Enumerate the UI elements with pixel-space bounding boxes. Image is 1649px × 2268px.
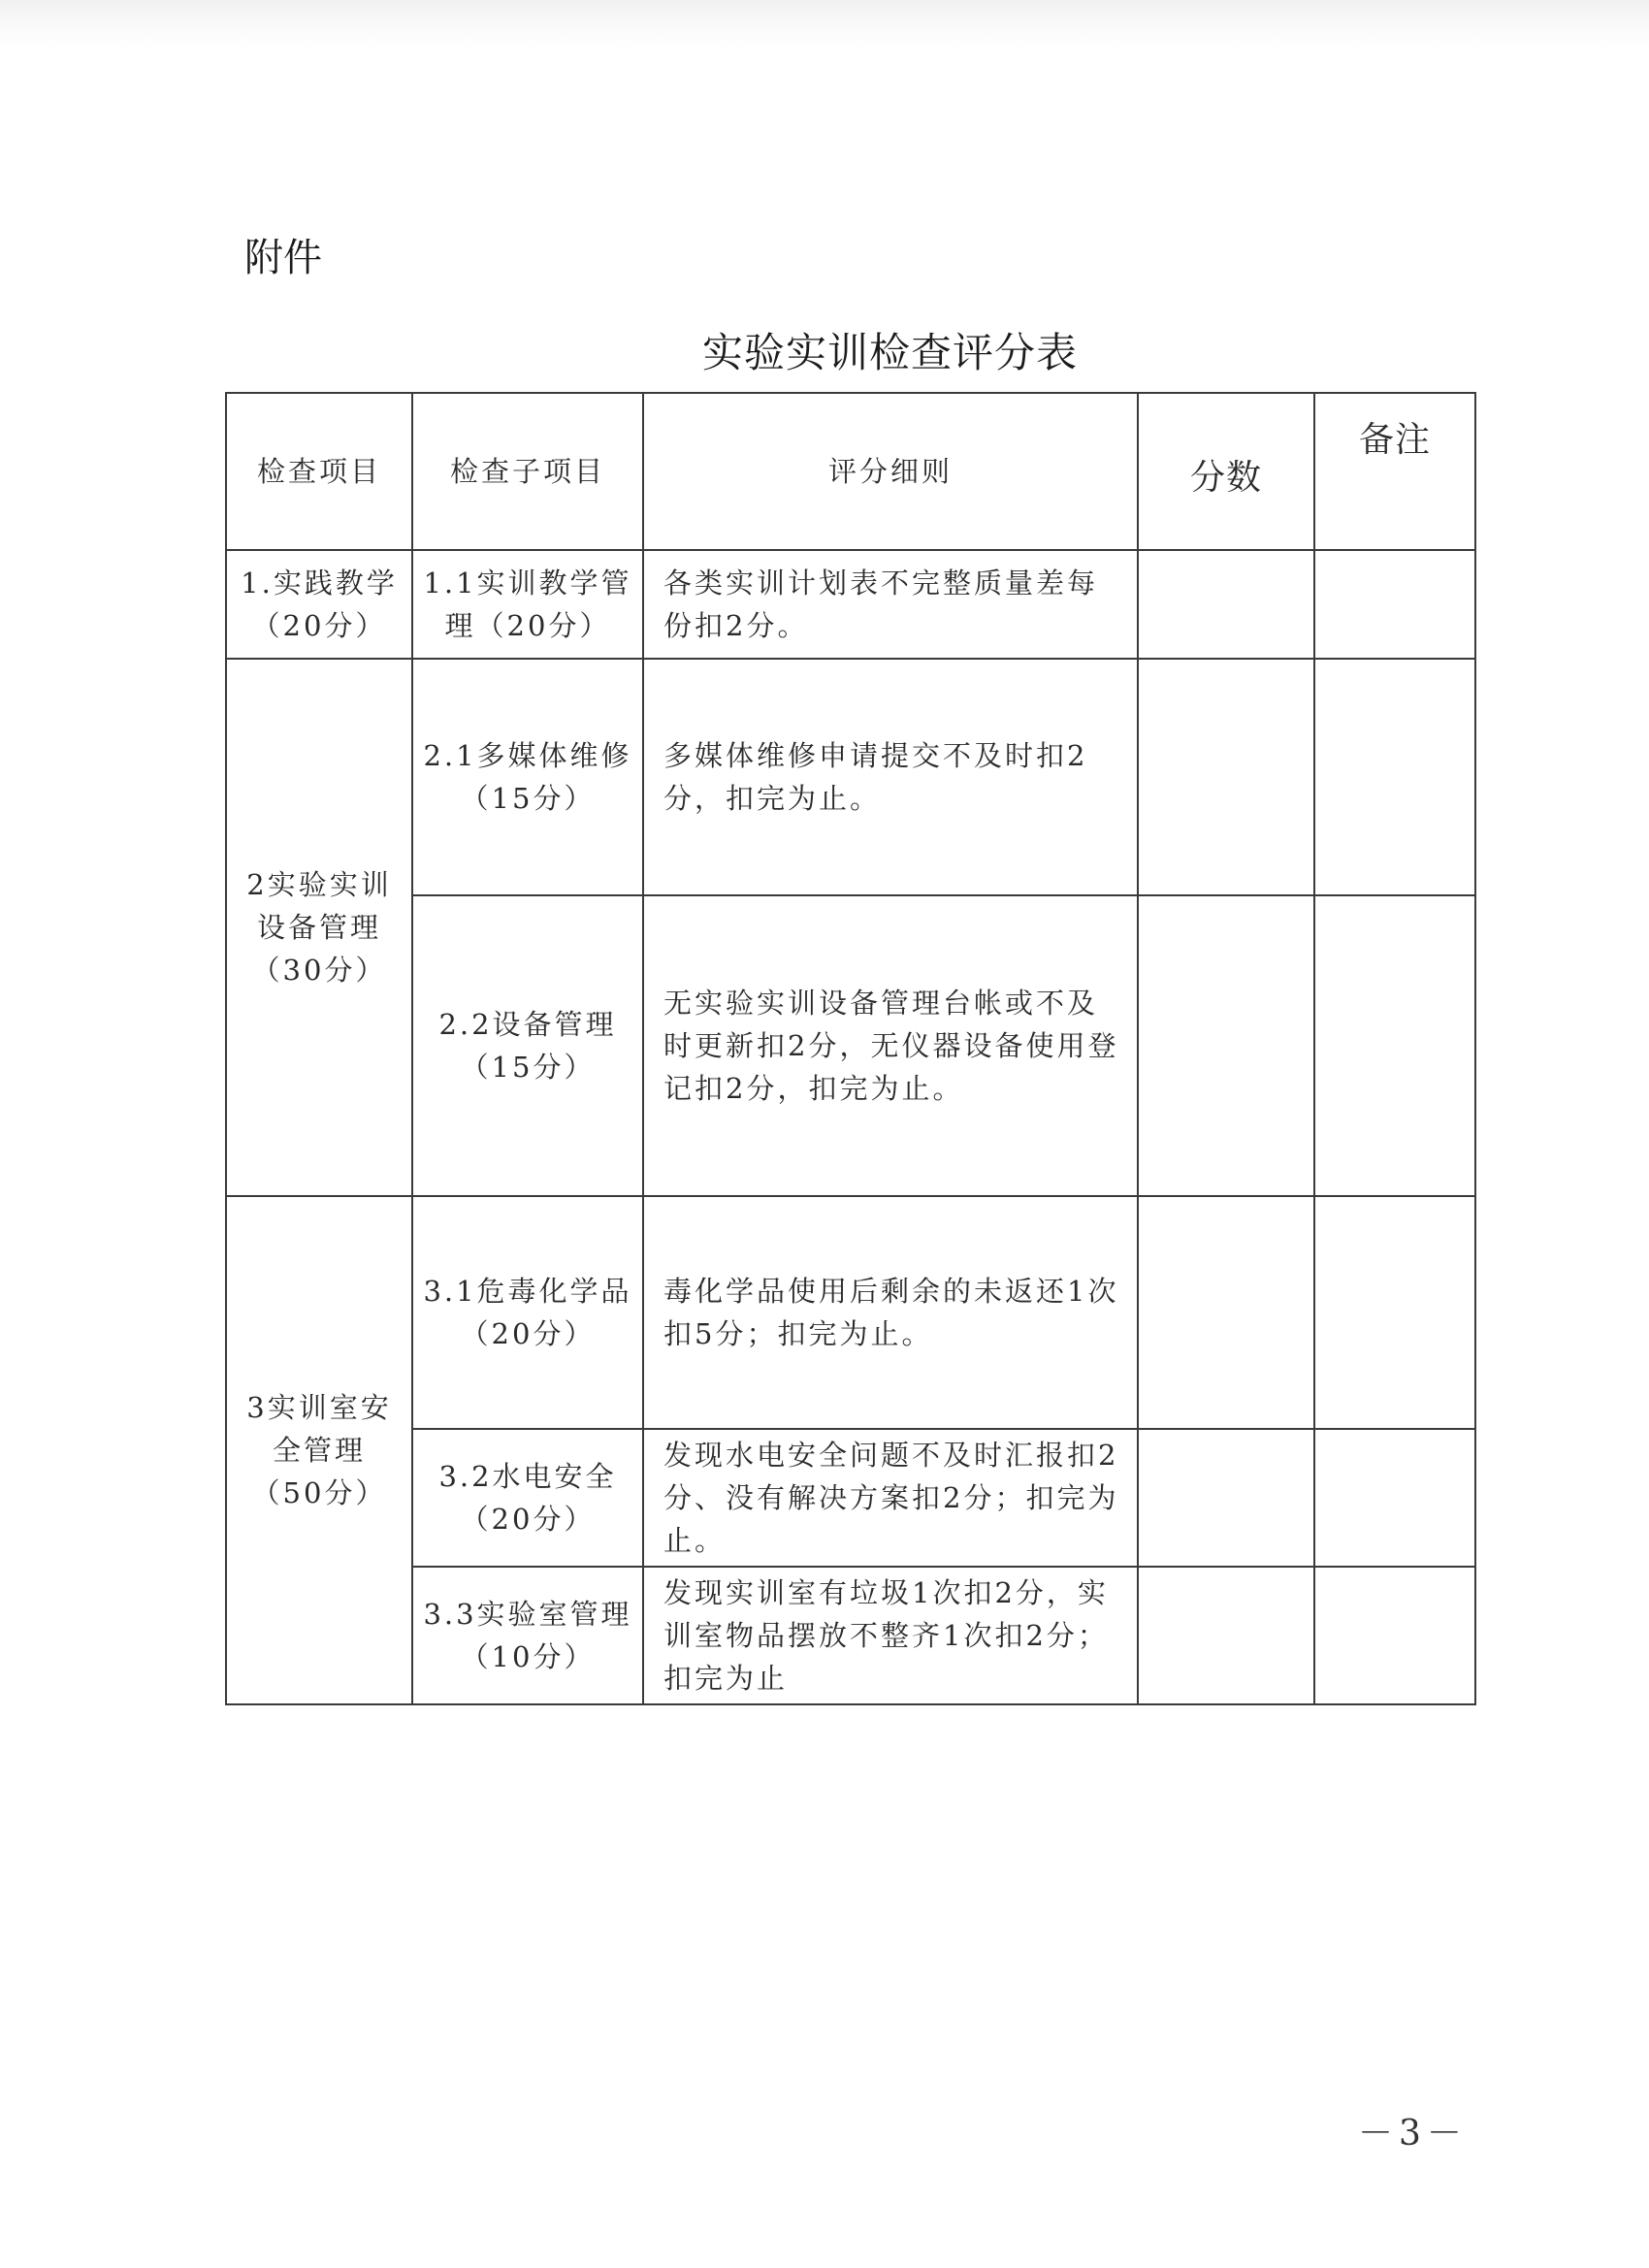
scan-shadow (0, 0, 1649, 49)
subitem-cell: 1.1实训教学管理（20分） (412, 550, 643, 659)
document-title: 实验实训检查评分表 (702, 329, 1079, 376)
table-row (226, 895, 1475, 1196)
rule-cell: 发现实训室有垃圾1次扣2分，实训室物品摆放不整齐1次扣2分；扣完为止 (643, 1567, 1138, 1704)
table-row (226, 1429, 1475, 1567)
attachment-label: 附件 (244, 236, 322, 280)
remark-cell (1314, 1429, 1475, 1567)
category-cell: 3实训室安全管理（50分） (226, 1196, 412, 1704)
remark-cell (1314, 895, 1475, 1196)
subitem-cell: 3.3实验室管理（10分） (412, 1567, 643, 1704)
score-cell (1138, 659, 1314, 895)
remark-cell (1314, 1196, 1475, 1429)
header-item: 检查项目 (226, 393, 412, 550)
score-cell (1138, 1567, 1314, 1704)
category-cell: 2实验实训设备管理（30分） (226, 659, 412, 1196)
table-row (226, 1567, 1475, 1704)
score-cell (1138, 895, 1314, 1196)
score-cell (1138, 1429, 1314, 1567)
score-cell (1138, 550, 1314, 659)
rule-cell: 各类实训计划表不完整质量差每份扣2分。 (643, 550, 1138, 659)
subitem-cell: 3.1危毒化学品（20分） (412, 1196, 643, 1429)
subitem-cell: 3.2水电安全（20分） (412, 1429, 643, 1567)
category-cell: 1.实践教学（20分） (226, 550, 412, 659)
remark-cell (1314, 550, 1475, 659)
rule-cell: 无实验实训设备管理台帐或不及时更新扣2分，无仪器设备使用登记扣2分，扣完为止。 (643, 895, 1138, 1196)
rule-cell: 发现水电安全问题不及时汇报扣2分、没有解决方案扣2分；扣完为止。 (643, 1429, 1138, 1567)
table-row (226, 659, 1475, 895)
table-header-row (226, 393, 1475, 550)
rule-cell: 毒化学品使用后剩余的未返还1次扣5分；扣完为止。 (643, 1196, 1138, 1429)
rule-cell: 多媒体维修申请提交不及时扣2分，扣完为止。 (643, 659, 1138, 895)
header-score: 分数 (1138, 393, 1314, 550)
remark-cell (1314, 659, 1475, 895)
header-rules: 评分细则 (643, 393, 1138, 550)
subitem-cell: 2.2设备管理（15分） (412, 895, 643, 1196)
table-row (226, 550, 1475, 659)
subitem-cell: 2.1多媒体维修（15分） (412, 659, 643, 895)
table-row (226, 1196, 1475, 1429)
score-table (225, 392, 1476, 1705)
header-subitem: 检查子项目 (412, 393, 643, 550)
page-number: －3－ (1358, 2114, 1468, 2154)
score-cell (1138, 1196, 1314, 1429)
header-remark: 备注 (1314, 393, 1475, 550)
remark-cell (1314, 1567, 1475, 1704)
